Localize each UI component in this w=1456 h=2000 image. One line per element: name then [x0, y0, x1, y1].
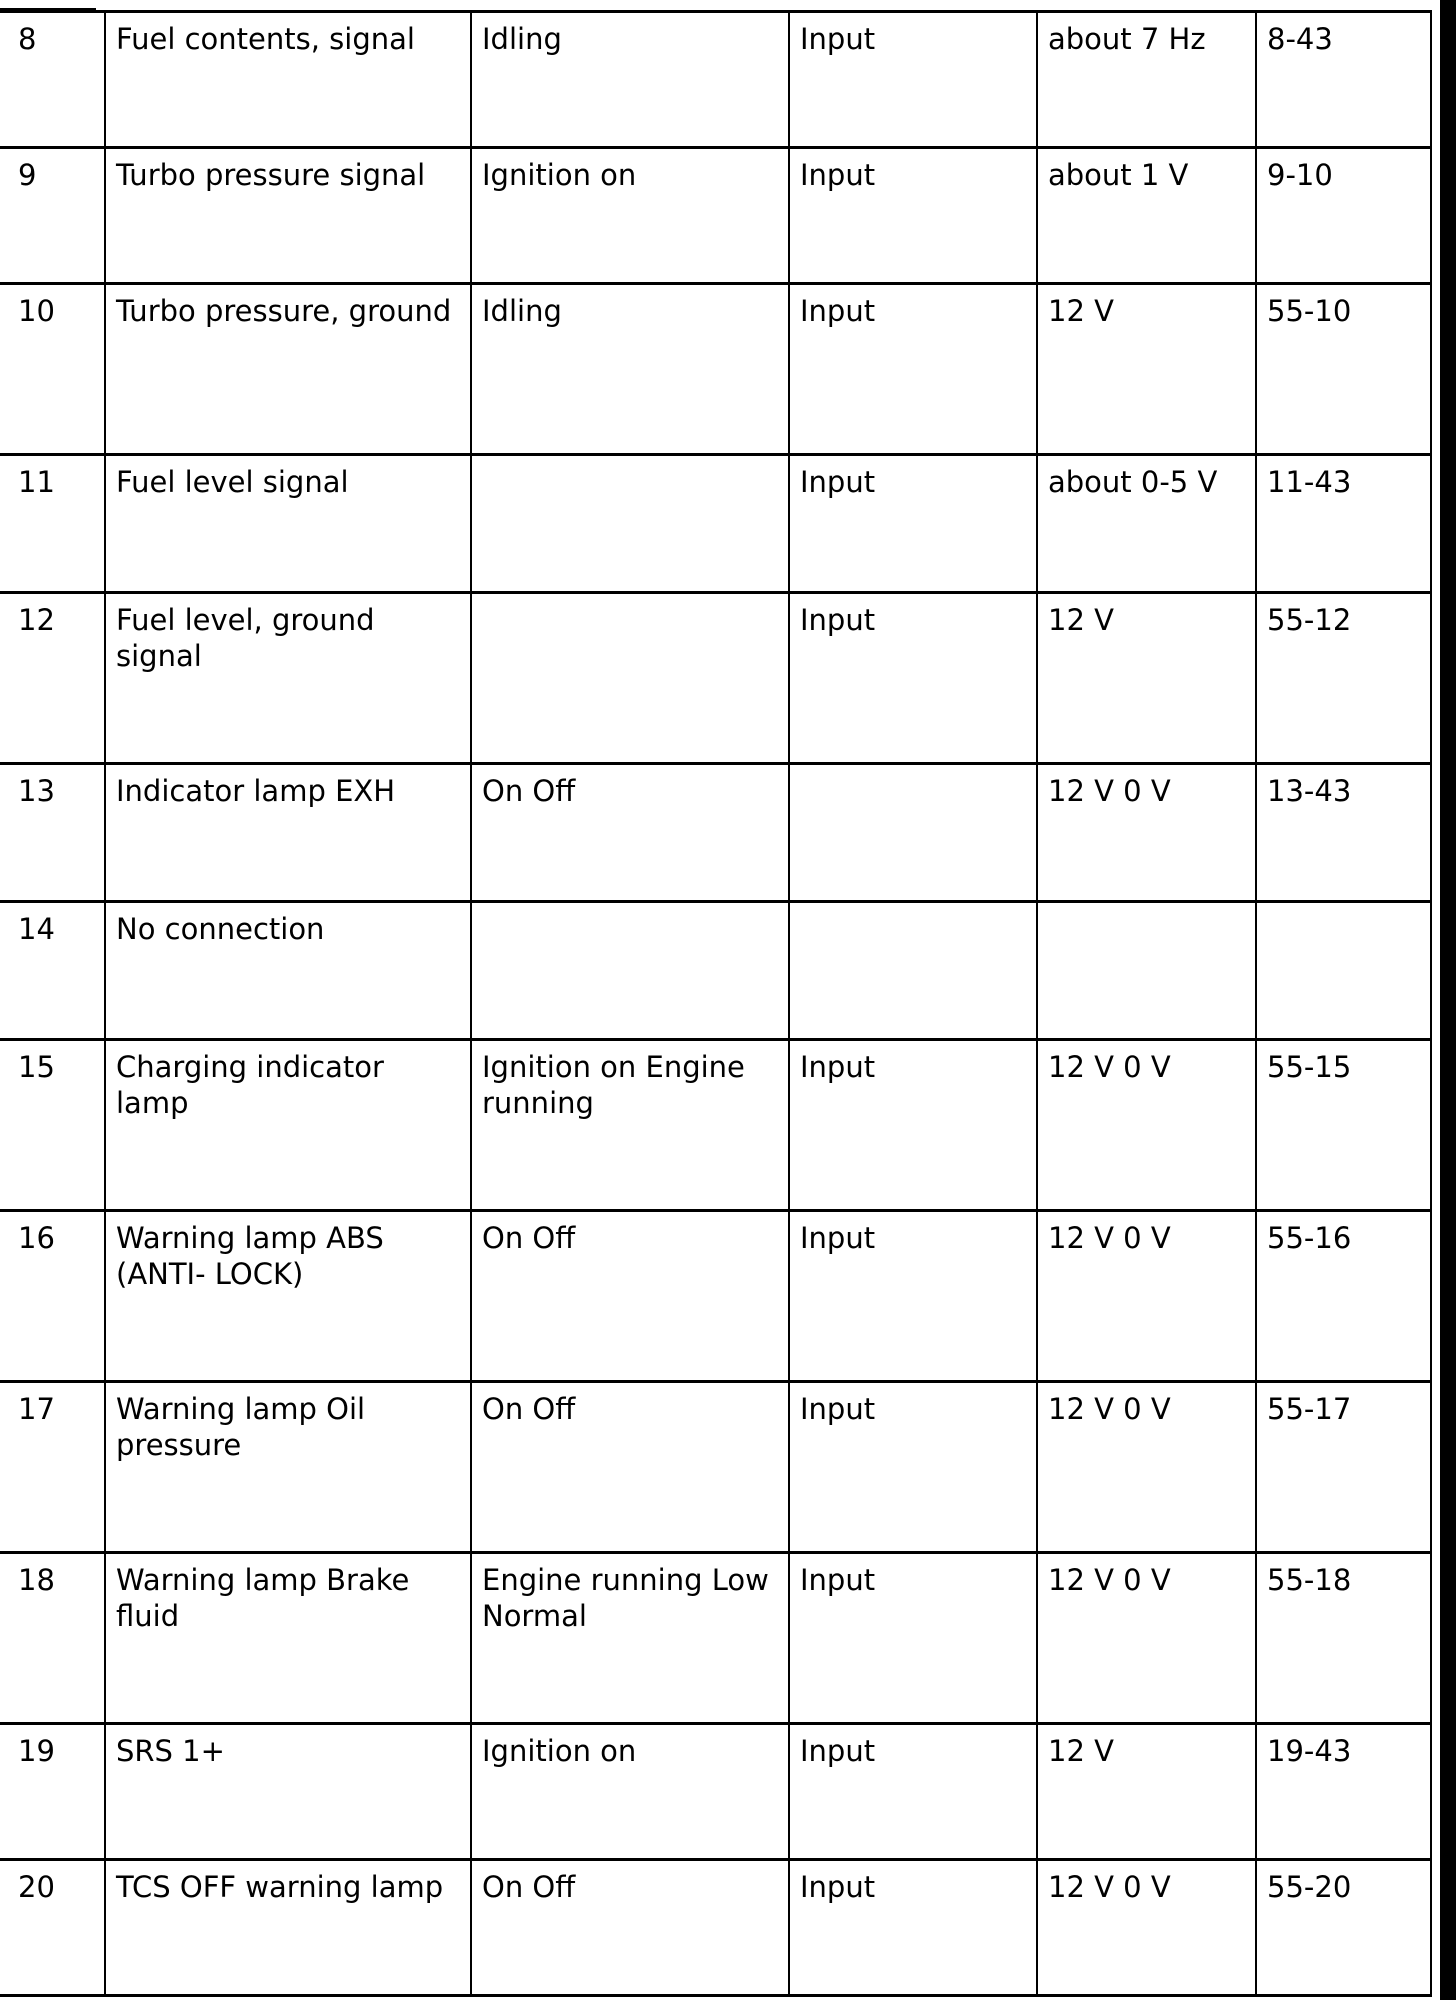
condition-cell: Idling	[471, 12, 789, 148]
condition-cell: On Off	[471, 1860, 789, 1996]
value-cell: 12 V 0 V	[1037, 1040, 1256, 1211]
description-cell: Charging indicator lamp	[105, 1040, 471, 1211]
description-cell: TCS OFF warning lamp	[105, 1860, 471, 1996]
table-row	[0, 1553, 1431, 1724]
value-cell: about 0-5 V	[1037, 455, 1256, 593]
table-row	[0, 1860, 1431, 1996]
table-row	[0, 12, 1431, 148]
pin-cell: 11	[0, 455, 105, 593]
pin-cell: 14	[0, 902, 105, 1040]
condition-cell	[471, 593, 789, 764]
description-cell: No connection	[105, 902, 471, 1040]
description-cell: Warning lamp Oil pressure	[105, 1382, 471, 1553]
description-cell: SRS 1+	[105, 1724, 471, 1860]
description-cell: Fuel level signal	[105, 455, 471, 593]
type-cell	[789, 902, 1037, 1040]
description-cell: Turbo pressure signal	[105, 148, 471, 284]
type-cell: Input	[789, 593, 1037, 764]
type-cell: Input	[789, 1724, 1037, 1860]
table-row	[0, 284, 1431, 455]
description-cell: Warning lamp ABS (ANTI- LOCK)	[105, 1211, 471, 1382]
measure-cell: 8-43	[1256, 12, 1431, 148]
measure-cell: 11-43	[1256, 455, 1431, 593]
type-cell: Input	[789, 1211, 1037, 1382]
table-row	[0, 455, 1431, 593]
description-cell: Turbo pressure, ground	[105, 284, 471, 455]
table-row	[0, 764, 1431, 902]
table-row	[0, 593, 1431, 764]
value-cell: 12 V 0 V	[1037, 1860, 1256, 1996]
value-cell	[1037, 902, 1256, 1040]
table-row	[0, 902, 1431, 1040]
description-cell: Warning lamp Brake fluid	[105, 1553, 471, 1724]
type-cell: Input	[789, 284, 1037, 455]
measure-cell: 13-43	[1256, 764, 1431, 902]
measure-cell	[1256, 902, 1431, 1040]
pin-table	[0, 10, 1432, 1997]
condition-cell: On Off	[471, 1211, 789, 1382]
value-cell: 12 V	[1037, 284, 1256, 455]
type-cell: Input	[789, 148, 1037, 284]
type-cell: Input	[789, 1382, 1037, 1553]
value-cell: 12 V 0 V	[1037, 1382, 1256, 1553]
table-row	[0, 148, 1431, 284]
condition-cell: Ignition on	[471, 148, 789, 284]
pin-cell: 20	[0, 1860, 105, 1996]
measure-cell: 55-15	[1256, 1040, 1431, 1211]
description-cell: Indicator lamp EXH	[105, 764, 471, 902]
pin-cell: 13	[0, 764, 105, 902]
pin-cell: 16	[0, 1211, 105, 1382]
description-cell: Fuel level, ground signal	[105, 593, 471, 764]
type-cell: Input	[789, 1040, 1037, 1211]
table-row	[0, 1724, 1431, 1860]
measure-cell: 55-18	[1256, 1553, 1431, 1724]
type-cell: Input	[789, 1860, 1037, 1996]
pin-cell: 9	[0, 148, 105, 284]
page-edge-bar	[1440, 0, 1456, 2000]
measure-cell: 9-10	[1256, 148, 1431, 284]
measure-cell: 55-17	[1256, 1382, 1431, 1553]
condition-cell: Ignition on	[471, 1724, 789, 1860]
type-cell: Input	[789, 1553, 1037, 1724]
value-cell: 12 V	[1037, 1724, 1256, 1860]
measure-cell: 19-43	[1256, 1724, 1431, 1860]
pin-cell: 8	[0, 12, 105, 148]
type-cell	[789, 764, 1037, 902]
condition-cell: Ignition on Engine running	[471, 1040, 789, 1211]
condition-cell	[471, 902, 789, 1040]
measure-cell: 55-12	[1256, 593, 1431, 764]
pin-cell: 19	[0, 1724, 105, 1860]
pin-cell: 12	[0, 593, 105, 764]
value-cell: about 7 Hz	[1037, 12, 1256, 148]
value-cell: 12 V 0 V	[1037, 1553, 1256, 1724]
condition-cell: Idling	[471, 284, 789, 455]
pin-cell: 10	[0, 284, 105, 455]
table-row	[0, 1382, 1431, 1553]
pin-cell: 18	[0, 1553, 105, 1724]
value-cell: 12 V 0 V	[1037, 764, 1256, 902]
condition-cell: Engine running Low Normal	[471, 1553, 789, 1724]
value-cell: 12 V	[1037, 593, 1256, 764]
table-row	[0, 1040, 1431, 1211]
value-cell: 12 V 0 V	[1037, 1211, 1256, 1382]
measure-cell: 55-20	[1256, 1860, 1431, 1996]
table-row	[0, 1211, 1431, 1382]
pin-cell: 17	[0, 1382, 105, 1553]
condition-cell: On Off	[471, 1382, 789, 1553]
value-cell: about 1 V	[1037, 148, 1256, 284]
condition-cell: On Off	[471, 764, 789, 902]
condition-cell	[471, 455, 789, 593]
type-cell: Input	[789, 12, 1037, 148]
description-cell: Fuel contents, signal	[105, 12, 471, 148]
measure-cell: 55-10	[1256, 284, 1431, 455]
measure-cell: 55-16	[1256, 1211, 1431, 1382]
pin-cell: 15	[0, 1040, 105, 1211]
type-cell: Input	[789, 455, 1037, 593]
